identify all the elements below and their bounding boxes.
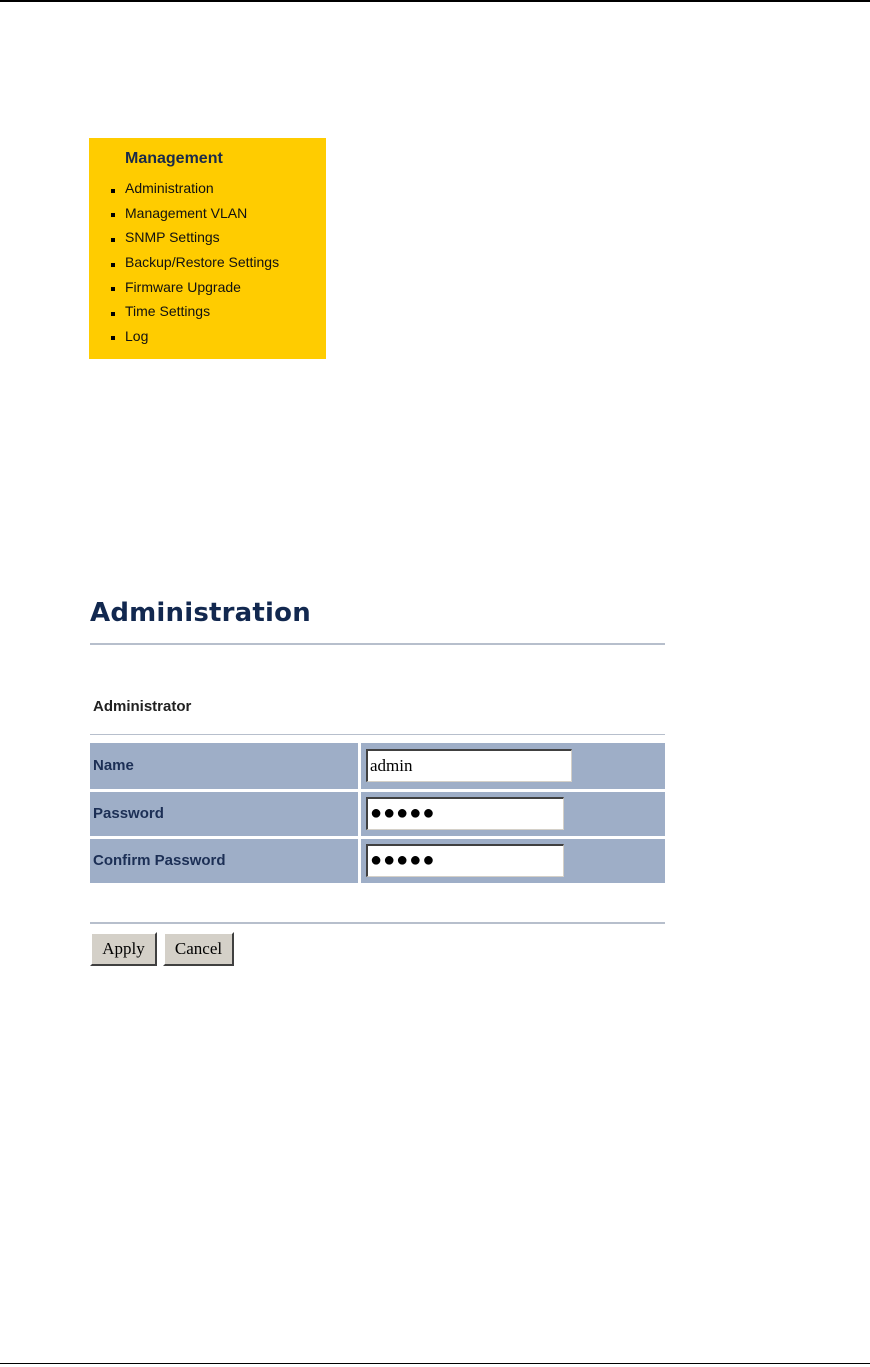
menu-item-time-settings[interactable]: [89, 299, 279, 324]
menu-item-label: Administration: [125, 180, 214, 197]
apply-button[interactable]: Apply: [90, 932, 157, 966]
bullet-icon: [111, 263, 115, 267]
bullet-icon: [111, 312, 115, 316]
password-label: Password: [90, 790, 360, 837]
cancel-button[interactable]: Cancel: [163, 932, 234, 966]
menu-item-label: Backup/Restore Settings: [125, 254, 280, 271]
menu-item-backup-restore[interactable]: [89, 250, 279, 275]
menu-item-label: SNMP Settings: [125, 229, 220, 246]
section-divider: [90, 734, 665, 735]
password-input[interactable]: [366, 797, 564, 830]
management-menu: [89, 138, 326, 359]
confirm-password-label: Confirm Password: [90, 837, 360, 884]
top-rule: [0, 0, 870, 2]
menu-title: Management: [125, 150, 223, 167]
name-label: Name: [90, 743, 360, 790]
confirm-password-row: [90, 837, 665, 884]
menu-item-firmware-upgrade[interactable]: [89, 274, 279, 299]
bullet-icon: [111, 287, 115, 291]
confirm-password-cell: [360, 837, 666, 884]
menu-item-label: Firmware Upgrade: [125, 278, 241, 295]
form-divider: [90, 922, 665, 924]
menu-item-administration[interactable]: [89, 176, 279, 201]
menu-list: [89, 176, 279, 348]
section-title: Administrator: [93, 698, 192, 715]
menu-item-label: Log: [125, 327, 149, 344]
password-row: [90, 790, 665, 837]
page-title: Administration: [90, 598, 311, 628]
menu-item-label: Management VLAN: [125, 204, 248, 221]
bottom-rule: [0, 1363, 870, 1364]
confirm-password-input[interactable]: [366, 844, 564, 877]
bullet-icon: [111, 336, 115, 340]
bullet-icon: [111, 189, 115, 193]
menu-item-label: Time Settings: [125, 303, 211, 320]
name-input[interactable]: [366, 749, 572, 782]
password-cell: [360, 790, 666, 837]
title-divider: [90, 643, 665, 645]
menu-item-snmp-settings[interactable]: [89, 225, 279, 250]
bullet-icon: [111, 238, 115, 242]
administrator-form: [90, 743, 665, 886]
menu-item-management-vlan[interactable]: [89, 201, 279, 226]
menu-item-log[interactable]: [89, 324, 279, 349]
bullet-icon: [111, 213, 115, 217]
name-cell: [360, 743, 666, 790]
name-row: [90, 743, 665, 790]
